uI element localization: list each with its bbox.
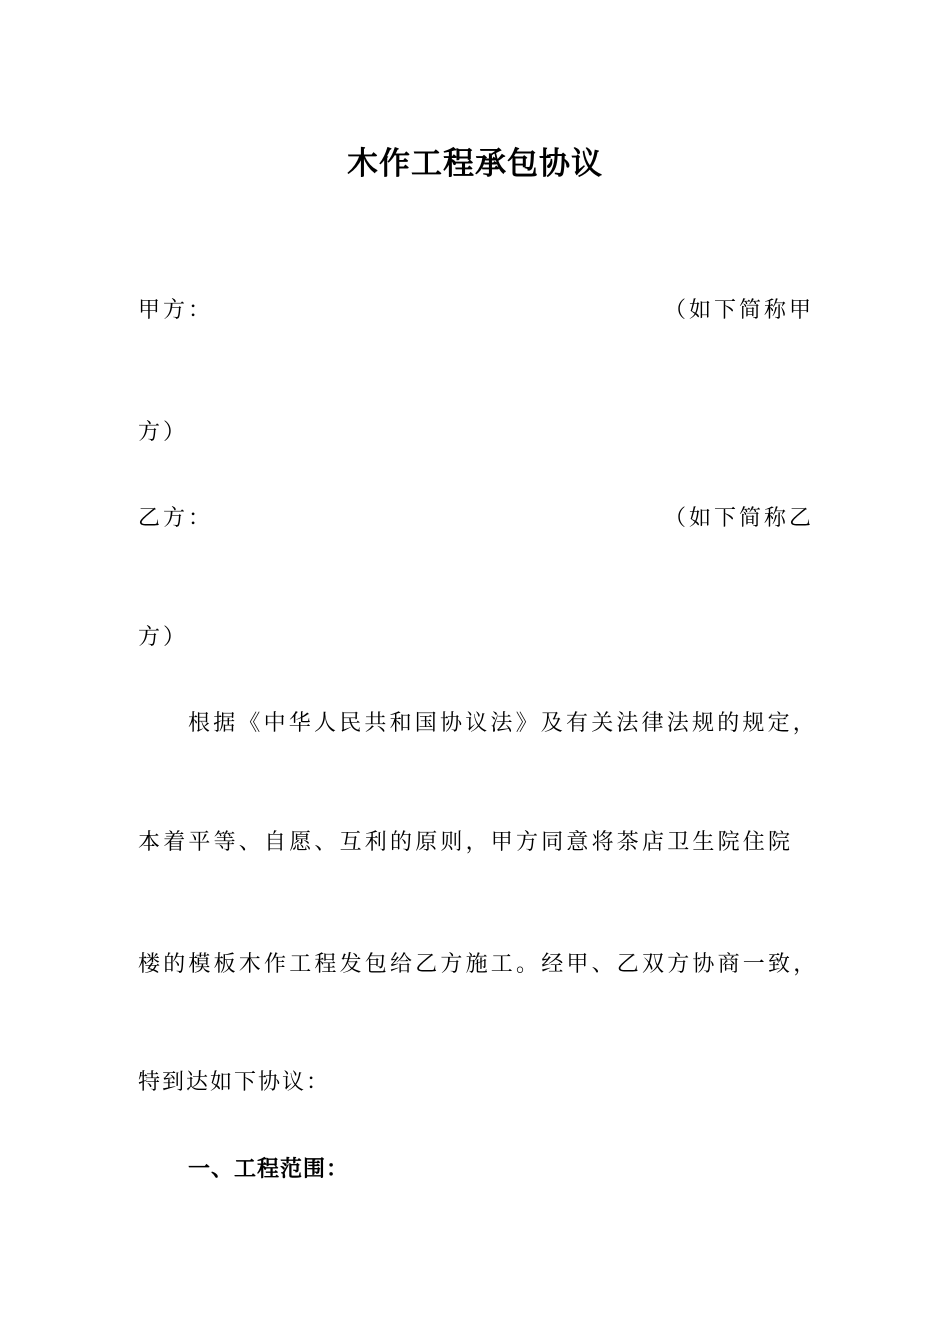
paragraph-line-4: 特到达如下协议： — [138, 1070, 331, 1095]
section-heading: 一、工程范围： — [188, 1157, 350, 1182]
party-b-label: 乙方： — [138, 506, 214, 531]
paragraph-line-3: 楼的模板木作工程发包给乙方施工。经甲、乙双方协商一致， — [138, 952, 819, 977]
document-title: 木作工程承包协议 — [347, 146, 603, 182]
party-a-note-continued: 方） — [138, 420, 189, 445]
party-b-note-continued: 方） — [138, 625, 189, 650]
paragraph-line-2: 本着平等、自愿、互利的原则，甲方同意将茶店卫生院住院 — [138, 830, 794, 855]
party-a-label: 甲方： — [138, 298, 214, 323]
party-b-note: （如下简称乙 — [664, 506, 815, 531]
party-a-note: （如下简称甲 — [664, 298, 815, 323]
paragraph-line-1: 根据《中华人民共和国协议法》及有关法律法规的规定， — [188, 711, 819, 736]
